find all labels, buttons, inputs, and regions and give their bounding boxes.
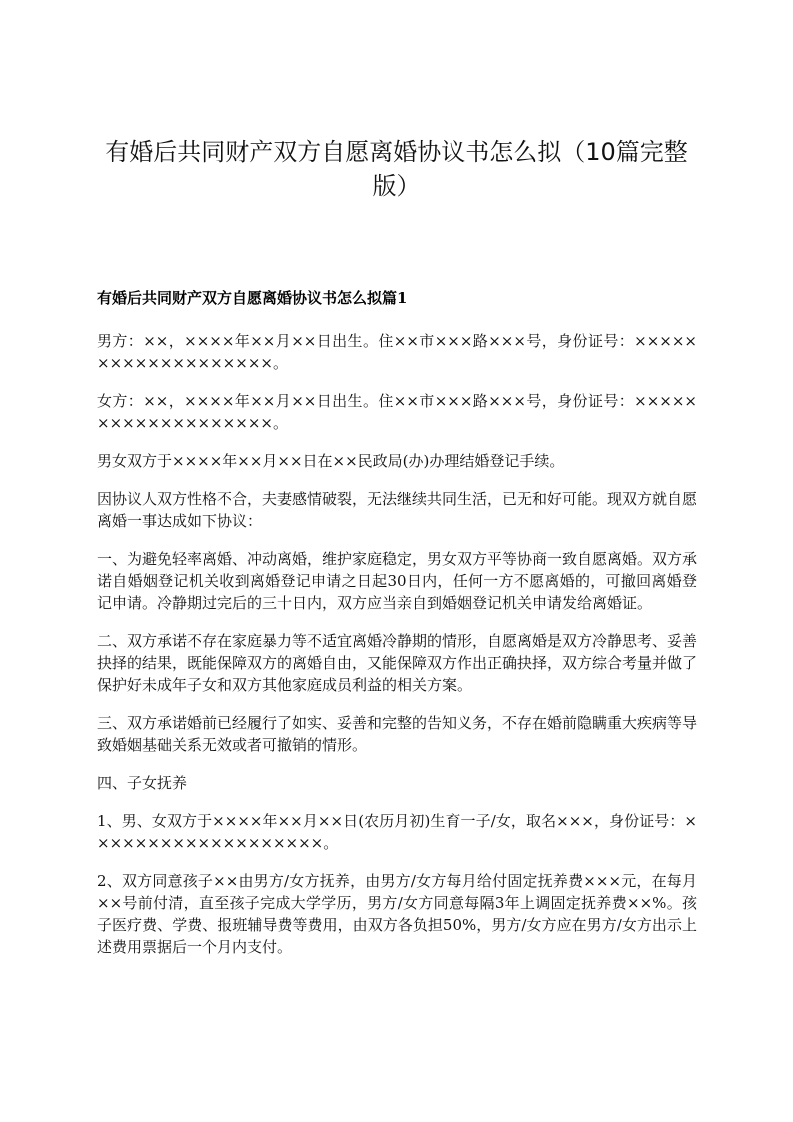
paragraph-marriage-registration: 男女双方于××××年××月××日在××民政局(办)办理结婚登记手续。	[97, 452, 565, 470]
paragraph-clause-4-heading: 四、子女抚养	[97, 774, 188, 792]
paragraph-reason: 因协议人双方性格不合，夫妻感情破裂，无法继续共同生活，已无和好可能。现双方就自愿离婚一事达成如下协议：	[97, 490, 698, 530]
paragraph-child-info: 1、男、女双方于××××年××月××日(农历月初)生育一子/女，取名×××，身份证号：×××××××××××××××××××。	[97, 812, 697, 852]
document-body	[97, 330, 697, 974]
paragraph-clause-3: 三、双方承诺婚前已经履行了如实、妥善和完整的告知义务，不存在婚前隐瞒重大疾病等导致婚姻基础关系无效或者可撤销的情形。	[97, 714, 698, 754]
paragraph-clause-1: 一、为避免轻率离婚、冲动离婚，维护家庭稳定，男女双方平等协商一致自愿离婚。双方承诺自婚姻登记机关收到离婚登记申请之日起30日内，任何一方不愿离婚的，可撤回离婚登记申请。冷静期过完后的三十日内，双方应当亲自到婚姻登记机关申请发给离婚证。	[97, 550, 698, 612]
section-title: 有婚后共同财产双方自愿离婚协议书怎么拟篇1	[97, 289, 408, 307]
paragraph-clause-2: 二、双方承诺不存在家庭暴力等不适宜离婚冷静期的情形，自愿离婚是双方冷静思考、妥善抉择的结果，既能保障双方的离婚自由，又能保障双方作出正确抉择，双方综合考量并做了保护好未成年子女和双方其他家庭成员利益的相关方案。	[97, 632, 698, 694]
paragraph-male-party: 男方：××，××××年××月××日出生。住××市×××路×××号，身份证号：×××××××××××××××××××。	[97, 332, 697, 372]
paragraph-female-party: 女方：××，××××年××月××日出生。住××市×××路×××号，身份证号：×××××××××××××××××××。	[97, 392, 697, 432]
document-title: 有婚后共同财产双方自愿离婚协议书怎么拟（10篇完整版）	[105, 138, 688, 200]
paragraph-child-support: 2、双方同意孩子××由男方/女方抚养，由男方/女方每月给付固定抚养费×××元，在每月××号前付清，直至孩子完成大学学历，男方/女方同意每隔3年上调固定抚养费××%。孩子医疗费、学费、报班辅导费等费用，由双方各负担50%，男方/女方应在男方/女方出示上述费用票据后一个月内支付。	[97, 872, 697, 956]
